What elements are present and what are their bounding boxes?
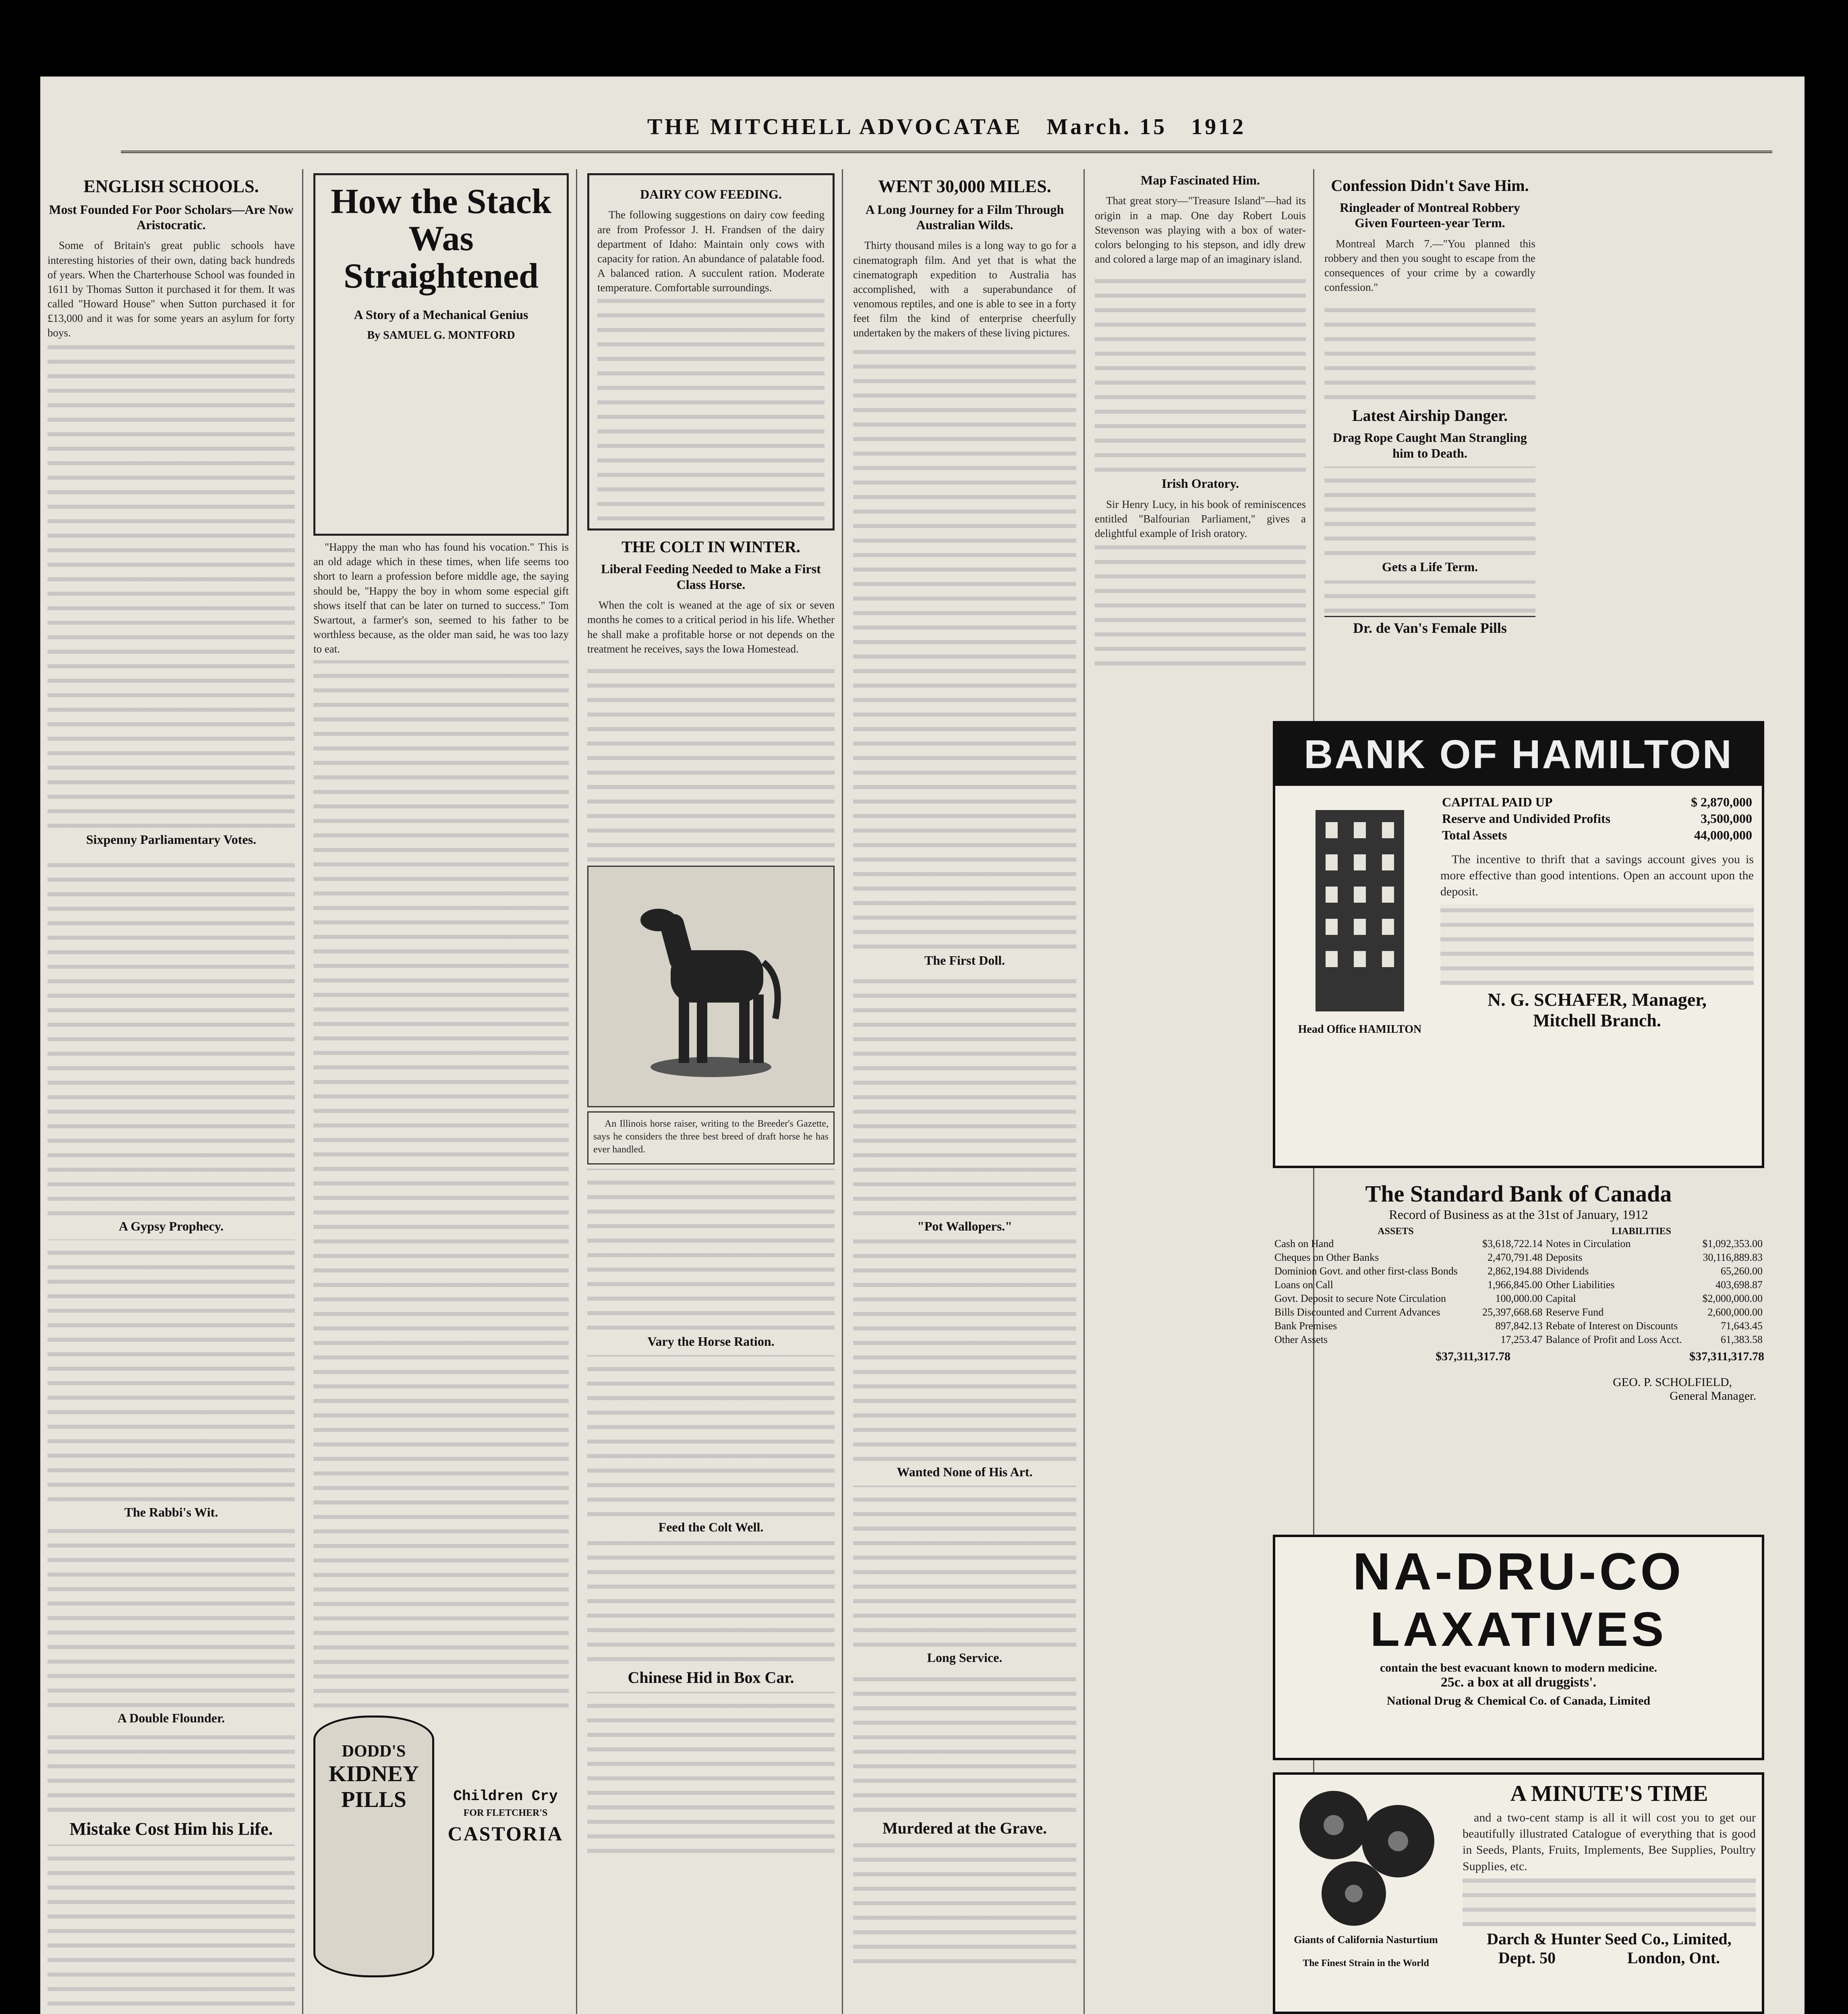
story-author: By SAMUEL G. MONTFORD bbox=[367, 329, 515, 342]
product-name: LAXATIVES bbox=[1370, 1602, 1667, 1656]
text-block bbox=[48, 1526, 295, 1707]
text-block bbox=[1324, 298, 1535, 399]
darch-seed-ad bbox=[1273, 1772, 1764, 2014]
row-label: Balance of Profit and Loss Acct. bbox=[1546, 1334, 1682, 1345]
dodds-line: PILLS bbox=[341, 1787, 406, 1813]
text-block bbox=[48, 1844, 295, 2006]
total-assets: $37,311,317.78 bbox=[1436, 1350, 1510, 1363]
text-block bbox=[853, 344, 1076, 949]
article-body: Some of Britain's great public schools have interesting histories of their own, dating back hundreds of years. When the Charterhouse School was founded in 1611 by Thomas Sutton it purchased it for them. It was called "Howard House" when Sutton purchased it for £13,000 and it was for some years an asylum for forty boys. bbox=[48, 239, 295, 339]
text-block bbox=[1324, 580, 1535, 613]
column-rule bbox=[576, 169, 577, 2014]
seed-ad-image bbox=[1275, 1775, 1456, 2012]
row-value: 2,600,000.00 bbox=[1707, 1306, 1763, 1318]
row-label: Bank Premises bbox=[1274, 1320, 1337, 1332]
article-subhead: Ringleader of Montreal Robbery Given Fourteen-year Term. bbox=[1340, 200, 1520, 230]
statement-row bbox=[1273, 1264, 1764, 1278]
story-title-box bbox=[313, 173, 569, 536]
dept-label: Dept. 50 bbox=[1498, 1948, 1556, 1967]
article-headline: Long Service. bbox=[927, 1650, 1003, 1665]
hamilton-table bbox=[1440, 794, 1754, 843]
figure-value: $ 2,870,000 bbox=[1691, 795, 1752, 809]
horse-illustration bbox=[587, 866, 835, 1107]
article-headline: Vary the Horse Ration. bbox=[647, 1334, 775, 1349]
ad-headline: A MINUTE'S TIME bbox=[1510, 1781, 1708, 1806]
article-subhead: Drag Rope Caught Man Strangling him to Death. bbox=[1333, 430, 1527, 460]
row-label: Dividends bbox=[1546, 1265, 1589, 1277]
article-headline: Mistake Cost Him his Life. bbox=[69, 1819, 273, 1839]
article-headline: ENGLISH SCHOOLS. bbox=[83, 176, 259, 196]
text-block bbox=[587, 1540, 835, 1661]
article-subhead: Liberal Feeding Needed to Make a First Class Horse. bbox=[601, 562, 821, 592]
signer-title: General Manager. bbox=[1670, 1389, 1756, 1403]
issue-year: 1912 bbox=[1191, 114, 1246, 139]
masthead bbox=[121, 105, 1772, 153]
statement-row bbox=[1273, 1251, 1764, 1264]
text-block bbox=[853, 1671, 1076, 1812]
text-block bbox=[1440, 904, 1754, 985]
article-body: Montreal March 7.—"You planned this robbery and then you sought to escape from the consequences of your crime by a cowardly confession." bbox=[1324, 237, 1535, 294]
statement-row bbox=[1273, 1278, 1764, 1292]
castoria-line: Children Cry bbox=[453, 1788, 558, 1805]
statement-totals bbox=[1273, 1350, 1764, 1363]
row-value: 2,470,791.48 bbox=[1488, 1251, 1543, 1263]
dodds-brand: DODD'S bbox=[342, 1742, 406, 1761]
column-5 bbox=[1088, 169, 1313, 721]
column-2 bbox=[306, 169, 576, 2014]
text-block bbox=[587, 1355, 835, 1516]
article-headline: THE COLT IN WINTER. bbox=[622, 538, 800, 556]
statement-row bbox=[1273, 1333, 1764, 1347]
nasturtium-flowers-icon bbox=[1289, 1781, 1442, 1934]
box-body: The following suggestions on dairy cow feeding are from Professor J. H. Frandsen of the dairy department of Idaho: Maintain only cows with capacity for ration. An abundance of palatable food. A balanced ration. A succulent ration. Moderate temperature. Comfortable surroundings. bbox=[597, 209, 825, 294]
text-block bbox=[587, 1692, 835, 1853]
signer-name: GEO. P. SCHOLFIELD, bbox=[1613, 1376, 1732, 1389]
statement-row bbox=[1273, 1319, 1764, 1333]
article-headline: The Rabbi's Wit. bbox=[124, 1505, 218, 1520]
column-4 bbox=[846, 169, 1084, 2014]
article-headline: Confession Didn't Save Him. bbox=[1331, 176, 1529, 195]
total-liabilities: $37,311,317.78 bbox=[1689, 1350, 1764, 1363]
row-label: Loans on Call bbox=[1274, 1279, 1333, 1291]
column-rule bbox=[1084, 169, 1085, 2014]
brand-name: NA-DRU-CO bbox=[1353, 1542, 1684, 1601]
article-body: When the colt is weaned at the age of six or seven months he comes to a critical period in his life. Whether he shall make a profitable horse or not depends on the treatment he receives, says the Iowa Homestead. bbox=[587, 599, 835, 655]
castoria-brand: CASTORIA bbox=[447, 1822, 564, 1845]
newspaper-page bbox=[40, 77, 1804, 2014]
article-headline: Murdered at the Grave. bbox=[882, 1819, 1047, 1838]
company-name: Darch & Hunter Seed Co., Limited, bbox=[1487, 1929, 1732, 1948]
row-value: $1,092,353.00 bbox=[1702, 1238, 1763, 1249]
column-3 bbox=[580, 169, 842, 2014]
text-block bbox=[587, 1169, 835, 1330]
row-label: Other Assets bbox=[1274, 1334, 1328, 1345]
image-tagline: The Finest Strain in the World bbox=[1303, 1958, 1429, 1968]
row-value: $2,000,000.00 bbox=[1702, 1293, 1763, 1304]
castoria-ad bbox=[442, 1716, 569, 1977]
column-1 bbox=[40, 169, 302, 2014]
figure-value: 44,000,000 bbox=[1694, 828, 1752, 842]
figure-value: 3,500,000 bbox=[1701, 811, 1752, 826]
branch-name: Mitchell Branch. bbox=[1533, 1010, 1661, 1030]
statement-row bbox=[1273, 1237, 1764, 1251]
seed-ad-text bbox=[1456, 1775, 1762, 2012]
row-value: 25,397,668.68 bbox=[1482, 1306, 1543, 1318]
statement-row bbox=[1273, 1305, 1764, 1319]
row-value: 403,698.87 bbox=[1715, 1279, 1763, 1291]
manager-name: N. G. SCHAFER, Manager, bbox=[1488, 989, 1707, 1010]
article-headline: A Gypsy Prophecy. bbox=[119, 1218, 224, 1233]
box-title: DAIRY COW FEEDING. bbox=[640, 187, 782, 201]
figure-label: CAPITAL PAID UP bbox=[1442, 795, 1553, 809]
ad-body: and a two-cent stamp is all it will cost you to get our beautifully illustrated Catalogue of everything that is good in Seeds, Plants, Fruits, Implements, Bee Supplies, Poultry Supplies, etc. bbox=[1463, 1811, 1756, 1873]
article-headline: Irish Oratory. bbox=[1162, 476, 1239, 491]
hamilton-figures bbox=[1436, 794, 1754, 1042]
article-headline: Feed the Colt Well. bbox=[658, 1519, 764, 1534]
text-block bbox=[48, 853, 295, 1215]
article-headline: A Double Flounder. bbox=[117, 1710, 225, 1725]
row-value: 30,116,889.83 bbox=[1703, 1251, 1763, 1263]
horse-icon bbox=[626, 890, 796, 1083]
row-value: $3,618,722.14 bbox=[1482, 1238, 1543, 1249]
statement-table bbox=[1273, 1237, 1764, 1347]
company-name: National Drug & Chemical Co. of Canada, Limited bbox=[1386, 1694, 1651, 1707]
castoria-line: FOR FLETCHER'S bbox=[463, 1808, 548, 1819]
article-subhead: A Long Journey for a Film Through Australian Wilds. bbox=[865, 202, 1064, 232]
bank-building-icon bbox=[1299, 794, 1420, 1019]
article-headline: The First Doll. bbox=[924, 953, 1005, 968]
ad-line: contain the best evacuant known to modern medicine. bbox=[1380, 1661, 1657, 1674]
article-headline: Chinese Hid in Box Car. bbox=[628, 1668, 794, 1687]
hamilton-text: The incentive to thrift that a savings account gives you is more effective than good intentions. Open an account upon the deposit. bbox=[1440, 853, 1754, 899]
row-label: Reserve Fund bbox=[1546, 1306, 1604, 1318]
hamilton-content bbox=[1275, 786, 1762, 1050]
article-headline: "Pot Wallopers." bbox=[917, 1218, 1012, 1233]
article-body: That great story—"Treasure Island"—had its origin in a map. One day Robert Louis Stevenson was playing with a box of water-colors belonging to his stepson, and idly drew and colored a large map of an imaginary island. bbox=[1095, 195, 1306, 265]
text-block bbox=[853, 1486, 1076, 1647]
hamilton-building bbox=[1283, 794, 1436, 1042]
row-label: Notes in Circulation bbox=[1546, 1238, 1631, 1249]
column-rule bbox=[302, 169, 303, 2014]
row-label: Other Liabilities bbox=[1546, 1279, 1615, 1291]
text-block bbox=[48, 1239, 295, 1501]
article-headline: Sixpenny Parliamentary Votes. bbox=[86, 832, 257, 847]
text-block bbox=[1095, 545, 1306, 665]
row-label: Govt. Deposit to secure Note Circulation bbox=[1274, 1293, 1446, 1304]
nadruco-ad bbox=[1273, 1535, 1764, 1760]
story-title: How the Stack Was Straightened bbox=[331, 182, 551, 296]
row-value: 65,260.00 bbox=[1721, 1265, 1763, 1277]
row-value: 1,966,845.00 bbox=[1488, 1279, 1543, 1291]
text-block bbox=[587, 660, 835, 862]
article-headline: Wanted None of His Art. bbox=[897, 1465, 1033, 1479]
head-office-label: Head Office HAMILTON bbox=[1298, 1023, 1422, 1036]
row-label: Cash on Hand bbox=[1274, 1238, 1334, 1249]
statement-headers bbox=[1273, 1226, 1764, 1237]
text-block bbox=[1324, 466, 1535, 555]
liabilities-header: LIABILITIES bbox=[1611, 1226, 1672, 1237]
bank-name: BANK OF HAMILTON bbox=[1275, 723, 1762, 786]
dodds-line: KIDNEY bbox=[328, 1761, 419, 1787]
article-headline: WENT 30,000 MILES. bbox=[878, 176, 1051, 196]
paper-name: THE MITCHELL ADVOCATAE bbox=[647, 114, 1023, 139]
ad-row bbox=[313, 1716, 569, 1977]
text-block bbox=[1095, 270, 1306, 472]
row-value: 2,862,194.88 bbox=[1488, 1265, 1543, 1277]
row-value: 61,383.58 bbox=[1721, 1334, 1763, 1345]
company-address bbox=[1463, 1948, 1756, 1967]
article-subhead: Most Founded For Poor Scholars—Are Now Aristocratic. bbox=[49, 202, 294, 232]
row-value: 17,253.47 bbox=[1500, 1334, 1543, 1345]
text-block bbox=[48, 1731, 295, 1812]
bank-name: The Standard Bank of Canada bbox=[1365, 1181, 1672, 1207]
article-headline: Gets a Life Term. bbox=[1382, 559, 1478, 574]
row-label: Bills Discounted and Current Advances bbox=[1274, 1306, 1440, 1318]
text-block bbox=[1463, 1878, 1756, 1926]
story-subtitle: A Story of a Mechanical Genius bbox=[354, 307, 528, 322]
text-block bbox=[853, 1842, 1076, 1963]
statement-date: Record of Business as at the 31st of January, 1912 bbox=[1389, 1207, 1648, 1222]
figure-label: Total Assets bbox=[1442, 828, 1507, 842]
bank-of-hamilton-ad bbox=[1273, 721, 1764, 1168]
article-body: Sir Henry Lucy, in his book of reminiscences entitled "Balfourian Parliament," gives a delightful example of Irish oratory. bbox=[1095, 498, 1306, 539]
image-caption: Giants of California Nasturtium bbox=[1294, 1934, 1438, 1946]
assets-header: ASSETS bbox=[1378, 1226, 1414, 1237]
dodds-ad bbox=[313, 1716, 434, 1977]
standard-bank-ad bbox=[1273, 1180, 1764, 1523]
pills-ad-headline: Dr. de Van's Female Pills bbox=[1324, 616, 1535, 637]
ad-line: 25c. a box at all druggists'. bbox=[1440, 1675, 1597, 1690]
row-label: Cheques on Other Banks bbox=[1274, 1251, 1379, 1263]
row-label: Dominion Govt. and other first-class Bonds bbox=[1274, 1265, 1458, 1277]
article-body: Thirty thousand miles is a long way to go for a cinematograph film. And yet that is what the cinematograph expedition to Australia has accomplished, with a superabundance of venomous reptiles, and one is able to see in a forty feet film the kind of enterprise cheerfully undertaken by the makers of these living pictures. bbox=[853, 239, 1076, 339]
row-label: Deposits bbox=[1546, 1251, 1583, 1263]
issue-date: March. 15 bbox=[1046, 114, 1167, 139]
column-6 bbox=[1317, 169, 1543, 721]
horse-caption: An Illinois horse raiser, writing to the Breeder's Gazette, says he considers the three best breed of draft horse he has ever handled. bbox=[587, 1111, 835, 1164]
row-value: 897,842.13 bbox=[1495, 1320, 1543, 1332]
text-block bbox=[313, 660, 569, 1707]
seed-ad-inner bbox=[1275, 1775, 1762, 2012]
article-headline: Map Fascinated Him. bbox=[1141, 173, 1260, 187]
text-block bbox=[597, 299, 825, 520]
article-headline: Latest Airship Danger. bbox=[1352, 406, 1508, 425]
row-label: Rebate of Interest on Discounts bbox=[1546, 1320, 1678, 1332]
story-body: "Happy the man who has found his vocation." This is an old adage which in these times, when life seems too short to learn a profession before middle age, the saying should be, "Happy the boy in whom some especial gift shows itself that can be later on turned to success." Tom Swartout, a farmer's son, seemed to his father to be worthless because, as the older man said, he was too lazy to eat. bbox=[313, 541, 569, 655]
text-block bbox=[853, 974, 1076, 1215]
text-block bbox=[48, 344, 295, 828]
row-value: 71,643.45 bbox=[1721, 1320, 1763, 1332]
dairy-box bbox=[587, 173, 835, 530]
statement-row bbox=[1273, 1292, 1764, 1305]
column-rule bbox=[842, 169, 843, 2014]
row-label: Capital bbox=[1546, 1293, 1576, 1304]
text-block bbox=[853, 1239, 1076, 1461]
figure-label: Reserve and Undivided Profits bbox=[1442, 811, 1611, 826]
row-value: 100,000.00 bbox=[1495, 1293, 1543, 1304]
city-label: London, Ont. bbox=[1627, 1948, 1720, 1967]
